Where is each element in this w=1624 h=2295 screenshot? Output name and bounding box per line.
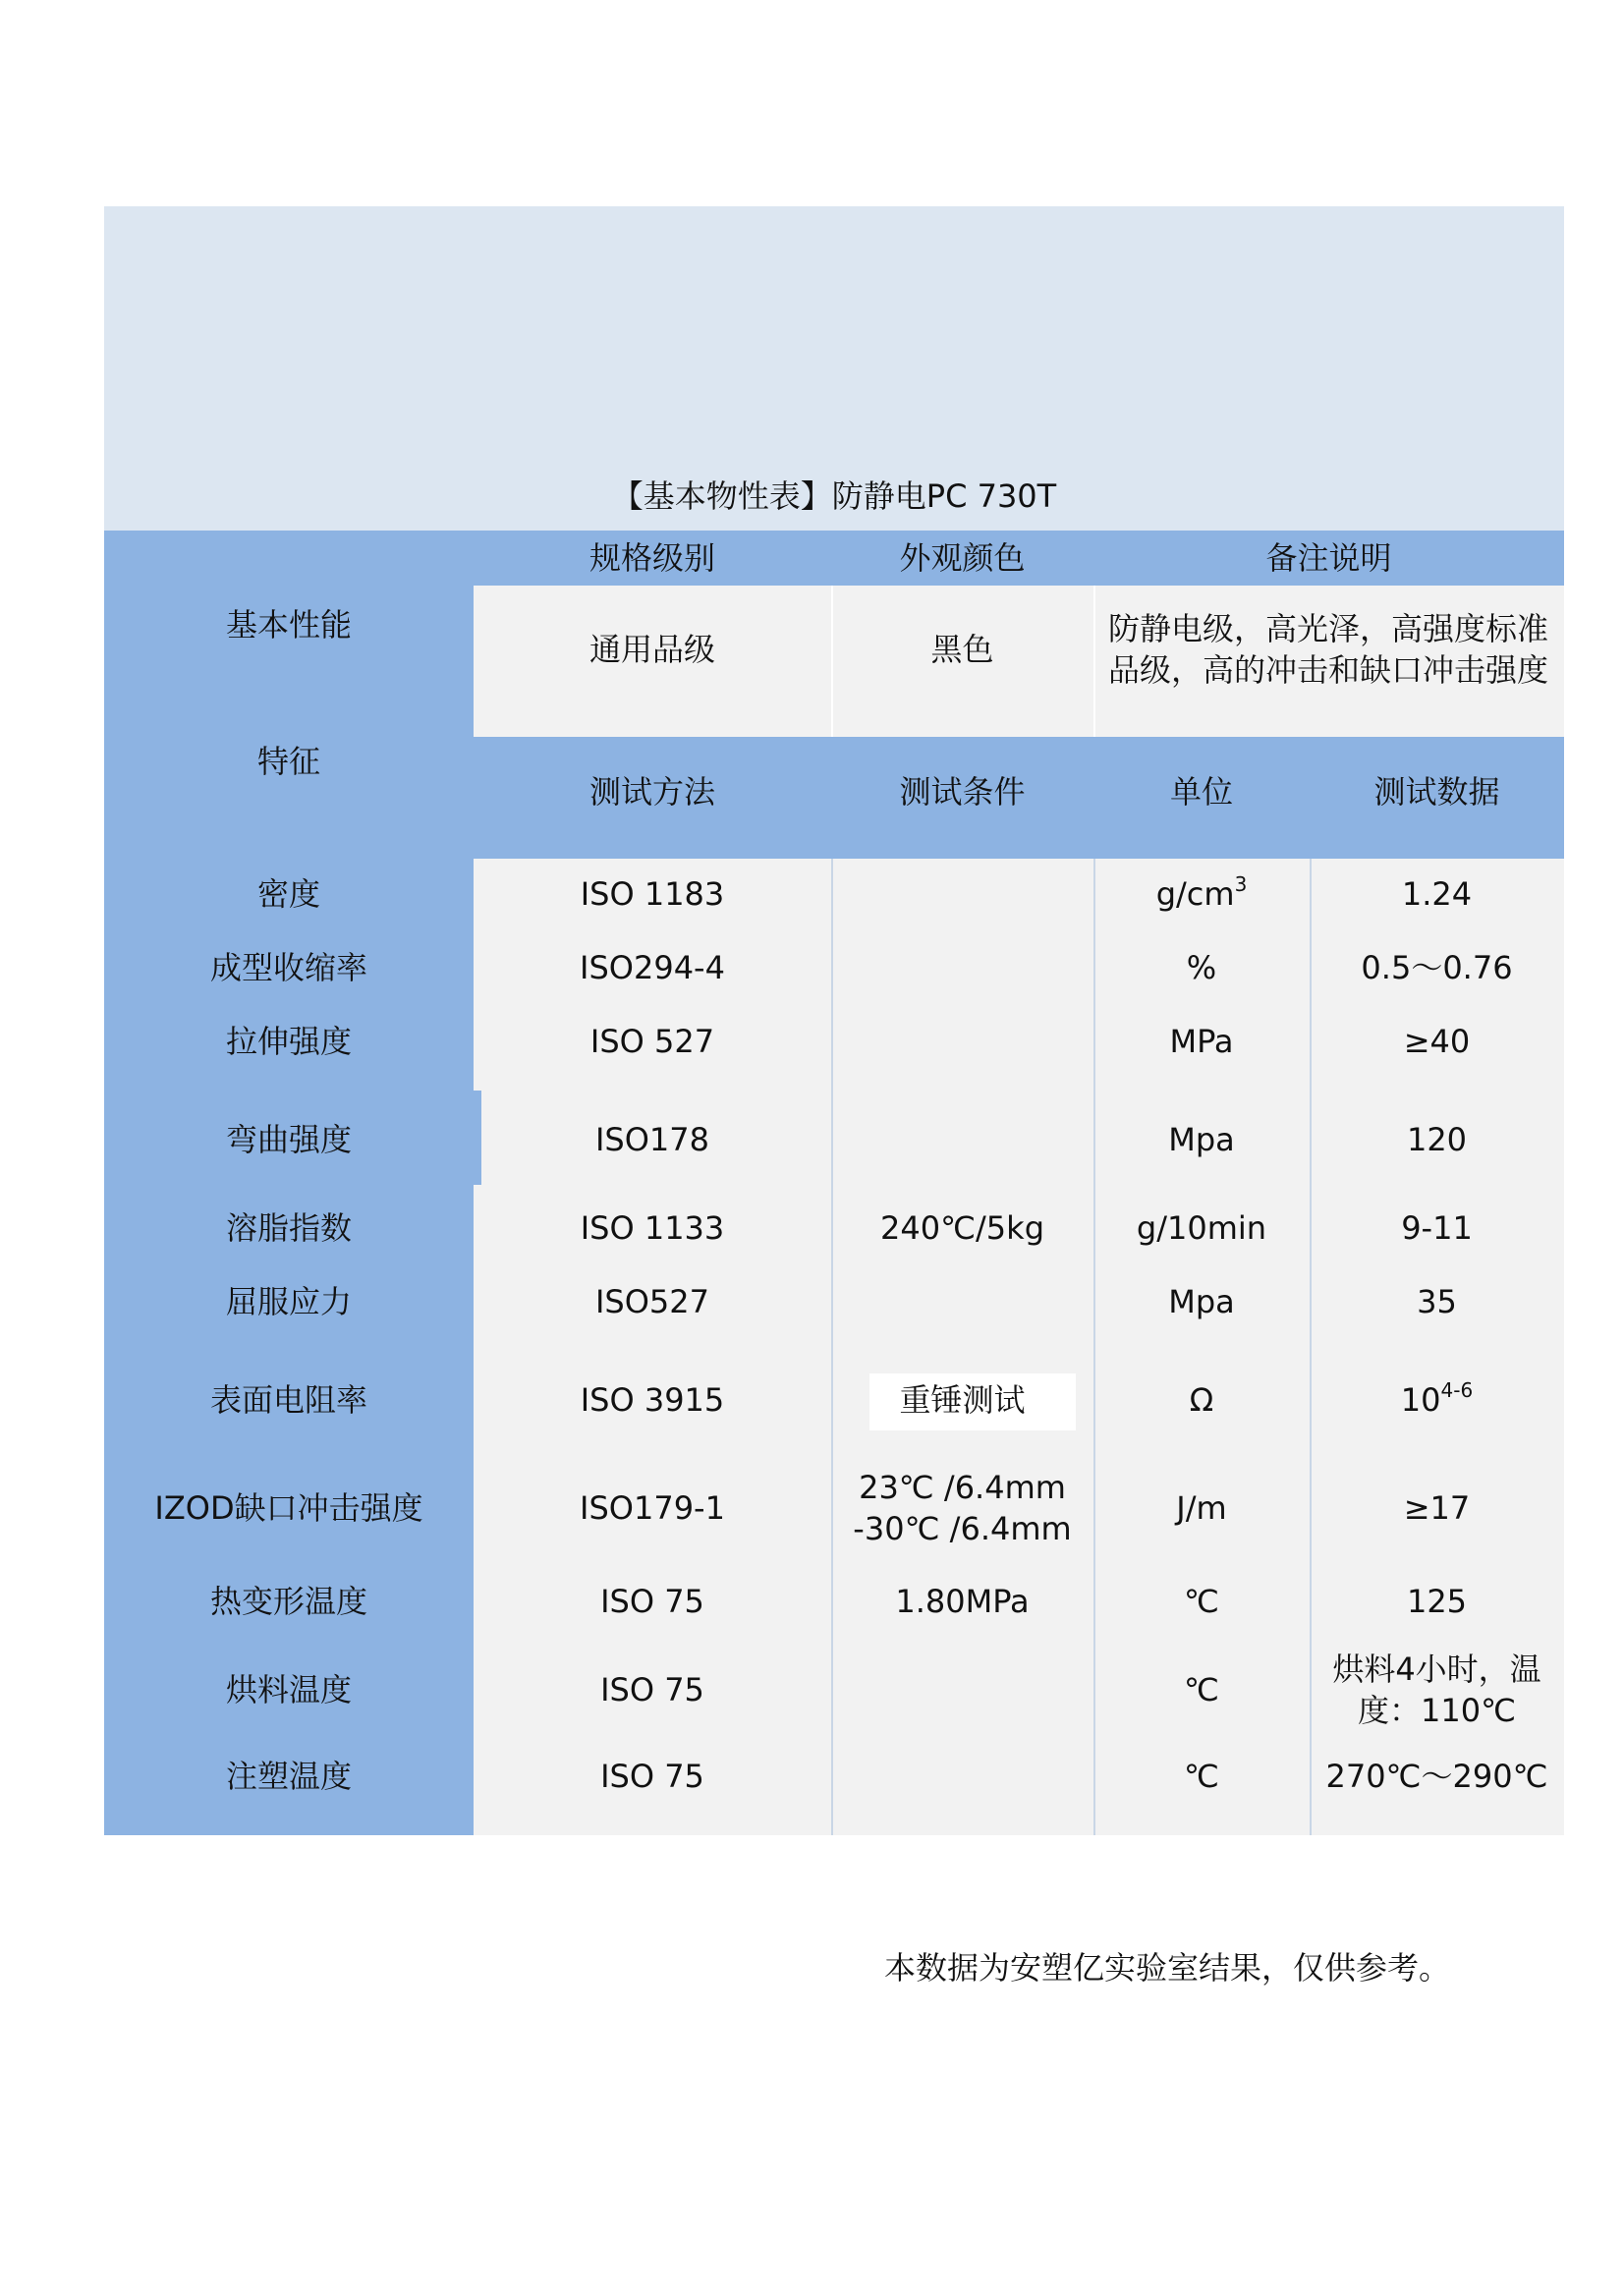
row-4-unit: Mpa bbox=[1168, 1121, 1235, 1158]
row-8-method: ISO179-1 bbox=[580, 1489, 725, 1527]
row-10-condition bbox=[831, 1646, 1093, 1734]
row-3-unit: MPa bbox=[1169, 1023, 1234, 1060]
row-5-method: ISO 1133 bbox=[580, 1209, 725, 1247]
header-color: 外观颜色 bbox=[899, 539, 1026, 577]
basic-label: 基本性能 bbox=[225, 606, 352, 644]
row-8-condition-line1: 23℃ /6.4mm bbox=[859, 1469, 1066, 1506]
row-8-condition-line2: -30℃ /6.4mm bbox=[853, 1510, 1072, 1547]
row-8-condition bbox=[831, 1464, 1093, 1552]
row-4-method: ISO178 bbox=[594, 1121, 709, 1158]
row-6-condition bbox=[831, 1267, 1093, 1336]
row-2-method: ISO294-4 bbox=[580, 949, 725, 986]
page-title: 【基本物性表】防静电PC 730T bbox=[611, 477, 1057, 515]
feature-method: 测试方法 bbox=[588, 773, 715, 811]
row-6-name: 屈服应力 bbox=[225, 1283, 352, 1320]
row-6-method: ISO527 bbox=[594, 1283, 709, 1320]
row-11-name: 注塑温度 bbox=[225, 1758, 352, 1795]
row-6-value: 35 bbox=[1417, 1283, 1457, 1320]
row-2-name: 成型收缩率 bbox=[209, 949, 367, 986]
row-9-unit: ℃ bbox=[1184, 1583, 1219, 1620]
row-1-unit: g/cm $^3$ bbox=[1155, 872, 1248, 913]
row-11-value: 270℃～290℃ bbox=[1325, 1758, 1548, 1795]
row-10-unit: ℃ bbox=[1184, 1671, 1219, 1708]
row-5-condition: 240℃/5kg bbox=[880, 1209, 1044, 1247]
basic-grade: 通用品级 bbox=[588, 631, 715, 668]
row-2-condition bbox=[831, 933, 1093, 1002]
row-7-value: 10 $^{4-6}$ bbox=[1400, 1378, 1474, 1419]
row-8-value: ≥17 bbox=[1403, 1489, 1471, 1527]
header-spec: 规格级别 bbox=[588, 539, 715, 577]
row-5-name: 溶脂指数 bbox=[225, 1209, 352, 1247]
row-7-name: 表面电阻率 bbox=[209, 1381, 367, 1419]
footnote: 本数据为安塑亿实验室结果，仅供参考。 bbox=[884, 1949, 1451, 1987]
basic-divider-2 bbox=[1093, 586, 1095, 737]
row-9-method: ISO 75 bbox=[600, 1583, 704, 1620]
left-label-column bbox=[104, 531, 474, 1835]
row-8-unit: J/m bbox=[1176, 1489, 1227, 1527]
row-5-unit: g/10min bbox=[1136, 1209, 1267, 1247]
row-2-value: 0.5～0.76 bbox=[1361, 949, 1513, 986]
feature-unit: 单位 bbox=[1169, 773, 1233, 811]
row-7-condition: 重锤测试 bbox=[899, 1381, 1026, 1419]
row-4-name: 弯曲强度 bbox=[225, 1121, 352, 1158]
row-1-value: 1.24 bbox=[1401, 875, 1473, 913]
basic-color: 黑色 bbox=[930, 631, 994, 668]
feature-condition: 测试条件 bbox=[899, 773, 1026, 811]
row-9-name: 热变形温度 bbox=[209, 1583, 367, 1620]
row-1-condition bbox=[831, 865, 1093, 924]
row-11-method: ISO 75 bbox=[600, 1758, 704, 1795]
row-4-value: 120 bbox=[1406, 1121, 1468, 1158]
row-10-method: ISO 75 bbox=[600, 1671, 704, 1708]
row-3-method: ISO 527 bbox=[589, 1023, 715, 1060]
row-11-unit: ℃ bbox=[1184, 1758, 1219, 1795]
row-3-value: ≥40 bbox=[1403, 1023, 1471, 1060]
row-5-value: 9-11 bbox=[1401, 1209, 1473, 1247]
row-7-method: ISO 3915 bbox=[580, 1381, 725, 1419]
row-2-unit: % bbox=[1186, 949, 1217, 986]
row-4-condition bbox=[831, 1100, 1093, 1179]
row-9-value: 125 bbox=[1406, 1583, 1468, 1620]
header-remark: 备注说明 bbox=[1265, 539, 1392, 577]
row-7-unit: Ω bbox=[1189, 1381, 1214, 1419]
row-9-condition: 1.80MPa bbox=[895, 1583, 1030, 1620]
feature-data: 测试数据 bbox=[1373, 773, 1500, 811]
row-6-unit: Mpa bbox=[1168, 1283, 1235, 1320]
row-10-value: 烘料4小时，温度：110℃ bbox=[1332, 1651, 1541, 1729]
row-1-name: 密度 bbox=[256, 875, 320, 913]
row-8-name: IZOD缺口冲击强度 bbox=[154, 1489, 423, 1527]
row-10-name: 烘料温度 bbox=[225, 1671, 352, 1708]
row-3-condition bbox=[831, 1007, 1093, 1076]
basic-remark: 防静电级，高光泽，高强度标准品级，高的冲击和缺口冲击强度 bbox=[1108, 610, 1549, 689]
row-3-name: 拉伸强度 bbox=[225, 1023, 352, 1060]
feature-label: 特征 bbox=[256, 743, 320, 780]
row-1-method: ISO 1183 bbox=[580, 875, 725, 913]
row-11-condition bbox=[831, 1737, 1093, 1816]
